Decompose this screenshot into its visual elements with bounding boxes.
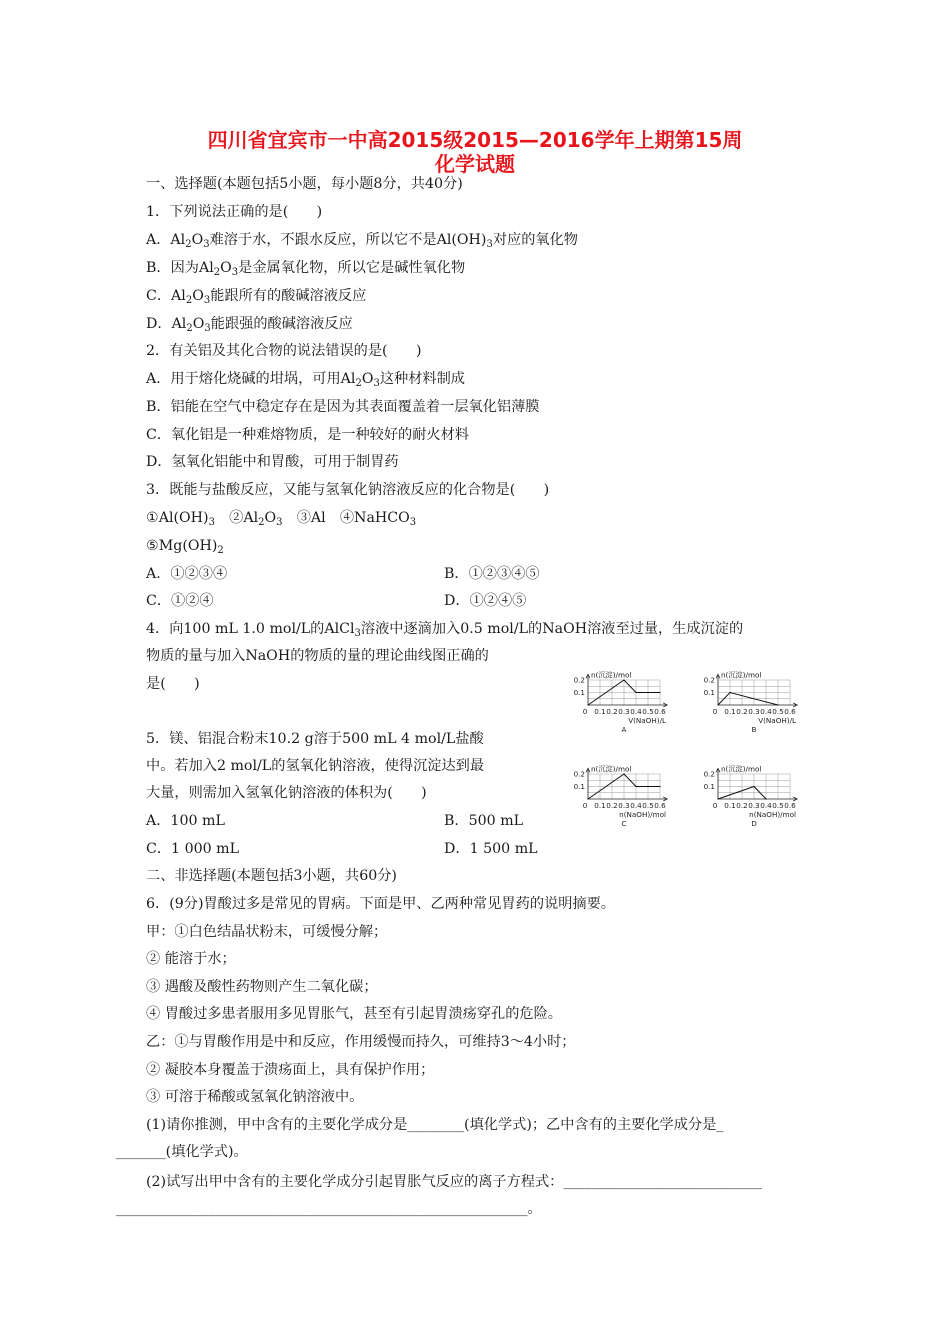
x-tick-label: 0.1: [594, 801, 606, 810]
x-axis-label: V(NaOH)/L: [628, 716, 666, 725]
graph-letter: C: [621, 819, 627, 828]
option-d: D．①②④⑤: [444, 593, 527, 609]
y-tick-label: 0.1: [703, 782, 715, 791]
graph-c: [570, 731, 688, 835]
x-tick-label: 0.5: [642, 707, 654, 716]
x-tick-label: 0.5: [642, 801, 654, 810]
drug-description: 乙：①与胃酸作用是中和反应，作用缓慢而持久，可维持3～4小时；: [146, 1034, 576, 1050]
x-tick-label: 0.4: [630, 707, 642, 716]
question-stem: 1．下列说法正确的是( ): [146, 204, 323, 220]
data-point: [765, 798, 766, 799]
x-tick-label: 0.3: [618, 707, 630, 716]
y-tick-label: 0.2: [573, 769, 585, 779]
option-d: D．氢氧化铝能中和胃酸，可用于制胃药: [146, 454, 399, 470]
data-point: [635, 786, 636, 787]
origin-label: 0: [712, 707, 718, 716]
x-tick-label: 0.2: [736, 707, 748, 716]
data-point: [659, 786, 660, 787]
y-tick-label: 0.1: [573, 782, 585, 791]
x-tick-label: 0.6: [654, 707, 666, 716]
origin-label: 0: [582, 707, 588, 716]
x-tick-label: 0.4: [760, 707, 772, 716]
option-a: A．①②③④: [146, 566, 228, 582]
y-tick-label: 0.1: [703, 688, 715, 697]
origin-label: 0: [712, 801, 718, 810]
x-tick-label: 0.5: [772, 707, 784, 716]
compound-list: $⑤Mg(OH)_2$: [146, 538, 224, 556]
graph-letter: D: [751, 819, 757, 828]
x-tick-label: 0.2: [606, 707, 618, 716]
option-a: A．用于熔化烧碱的坩埚，可用$Al_2O_3$这种材料制成: [146, 371, 465, 389]
data-point: [659, 692, 660, 693]
data-point: [635, 692, 636, 693]
grid: [718, 680, 790, 705]
drug-description: 甲：①白色结晶状粉末，可缓慢分解；: [146, 924, 388, 940]
y-axis-label: n(沉淀)/mol: [721, 764, 762, 774]
y-tick-label: 0.1: [573, 688, 585, 697]
x-tick-label: 0.1: [594, 707, 606, 716]
graph-svg: [570, 731, 688, 835]
option-b: B．500 mL: [444, 813, 524, 829]
question-stem-cont: 大量，则需加入氢氧化钠溶液的体积为( ): [146, 785, 427, 801]
option-b: B．铝能在空气中稳定存在是因为其表面覆盖着一层氧化铝薄膜: [146, 399, 540, 415]
question-stem-cont: 是( ): [146, 676, 200, 692]
x-tick-label: 0.4: [760, 801, 772, 810]
option-c: C．①②④: [146, 593, 214, 609]
graph-d: [700, 731, 818, 835]
x-tick-label: 0.3: [748, 801, 760, 810]
drug-description: ② 凝胶本身覆盖于溃疡面上，具有保护作用；: [146, 1062, 435, 1078]
x-tick-label: 0.4: [630, 801, 642, 810]
graph-svg: [700, 731, 818, 835]
drug-description: ③ 遇酸及酸性药物则产生二氧化碳；: [146, 979, 378, 995]
y-axis-label: n(沉淀)/mol: [721, 670, 762, 680]
x-axis-label: n(NaOH)/mol: [619, 810, 666, 819]
x-tick-label: 0.5: [772, 801, 784, 810]
sub-question-cont: __________________________________________________________。: [116, 1201, 542, 1217]
question-stem-cont: 物质的量与加入NaOH的物质的量的理论曲线图正确的: [146, 648, 489, 664]
sub-question: (1)请你推测，甲中含有的主要化学成分是________(填化学式)；乙中含有的主要化学成分是_: [146, 1117, 724, 1133]
data-point: [623, 679, 624, 680]
x-axis-label: V(NaOH)/L: [758, 716, 796, 725]
drug-description: ③ 可溶于稀酸或氢氧化钠溶液中。: [146, 1089, 364, 1105]
x-tick-label: 0.2: [606, 801, 618, 810]
x-tick-label: 0.1: [724, 707, 736, 716]
section-heading: 一、选择题(本题包括5小题，每小题8分，共40分): [146, 176, 463, 192]
x-axis-label: n(NaOH)/mol: [749, 810, 796, 819]
drug-description: ② 能溶于水；: [146, 951, 236, 967]
data-point: [587, 798, 588, 799]
data-point: [717, 798, 718, 799]
option-b: B．因为$Al_2O_3$是金属氧化物，所以它是碱性氧化物: [146, 260, 466, 278]
y-tick-label: 0.2: [703, 769, 715, 779]
graph-letter: A: [621, 725, 627, 734]
page-title: 四川省宜宾市一中高2015级2015—2016学年上期第15周: [207, 128, 743, 152]
data-point: [717, 704, 718, 705]
option-d: D．1 500 mL: [444, 841, 538, 857]
graph-a: [570, 637, 688, 741]
data-point: [729, 692, 730, 693]
x-tick-label: 0.6: [784, 801, 796, 810]
data-point: [587, 704, 588, 705]
question-stem: 4．向100 mL 1.0 mol/L的AlCl$_3$溶液中逐滴加入0.5 mol/L的NaOH溶液至过量，生成沉淀的: [146, 621, 744, 639]
graph-svg: [700, 637, 818, 741]
question-stem-cont: 中。若加入2 mol/L的氢氧化钠溶液，使得沉淀达到最: [146, 758, 485, 774]
graph-svg: [570, 637, 688, 741]
option-d: D．$Al_2O_3$能跟强的酸碱溶液反应: [146, 316, 353, 334]
y-tick-label: 0.2: [573, 675, 585, 685]
x-tick-label: 0.3: [748, 707, 760, 716]
question-stem: 3．既能与盐酸反应，又能与氢氧化钠溶液反应的化合物是( ): [146, 482, 550, 498]
x-tick-label: 0.3: [618, 801, 630, 810]
x-tick-label: 0.2: [736, 801, 748, 810]
drug-description: ④ 胃酸过多患者服用多见胃胀气，甚至有引起胃溃疡穿孔的危险。: [146, 1006, 562, 1022]
y-axis-label: n(沉淀)/mol: [591, 670, 632, 680]
sub-question-cont: _______(填化学式)。: [116, 1144, 248, 1160]
data-point: [753, 786, 754, 787]
question-stem: 5．镁、铝混合粉末10.2 g溶于500 mL 4 mol/L盐酸: [146, 731, 484, 747]
x-tick-label: 0.6: [654, 801, 666, 810]
question-stem: 2．有关铝及其化合物的说法错误的是( ): [146, 343, 422, 359]
y-axis-label: n(沉淀)/mol: [591, 764, 632, 774]
data-point: [777, 704, 778, 705]
origin-label: 0: [582, 801, 588, 810]
y-tick-label: 0.2: [703, 675, 715, 685]
option-c: C．氧化铝是一种难熔物质，是一种较好的耐火材料: [146, 427, 469, 443]
x-tick-label: 0.1: [724, 801, 736, 810]
option-c: C．1 000 mL: [146, 841, 240, 857]
x-tick-label: 0.6: [784, 707, 796, 716]
option-a: A．100 mL: [146, 813, 225, 829]
option-b: B．①②③④⑤: [444, 566, 540, 582]
section-heading: 二、非选择题(本题包括3小题，共60分): [146, 868, 397, 884]
data-point: [623, 773, 624, 774]
compound-list: $①Al(OH)_3$ $②Al_2O_3$ ③Al ④NaHCO$_3$: [146, 510, 417, 528]
graph-b: [700, 637, 818, 741]
graph-letter: B: [751, 725, 757, 734]
page-subtitle: 化学试题: [435, 152, 515, 176]
question-stem: 6．(9分)胃酸过多是常见的胃病。下面是甲、乙两种常见胃药的说明摘要。: [146, 896, 615, 912]
sub-question: (2)试写出甲中含有的主要化学成分引起胃胀气反应的离子方程式：____________________________: [146, 1174, 762, 1190]
option-a: A．$Al_2O_3$难溶于水，不跟水反应，所以它不是$Al(OH)_3$对应的氧化物: [146, 232, 578, 250]
option-c: C．$Al_2O_3$能跟所有的酸碱溶液反应: [146, 288, 367, 306]
